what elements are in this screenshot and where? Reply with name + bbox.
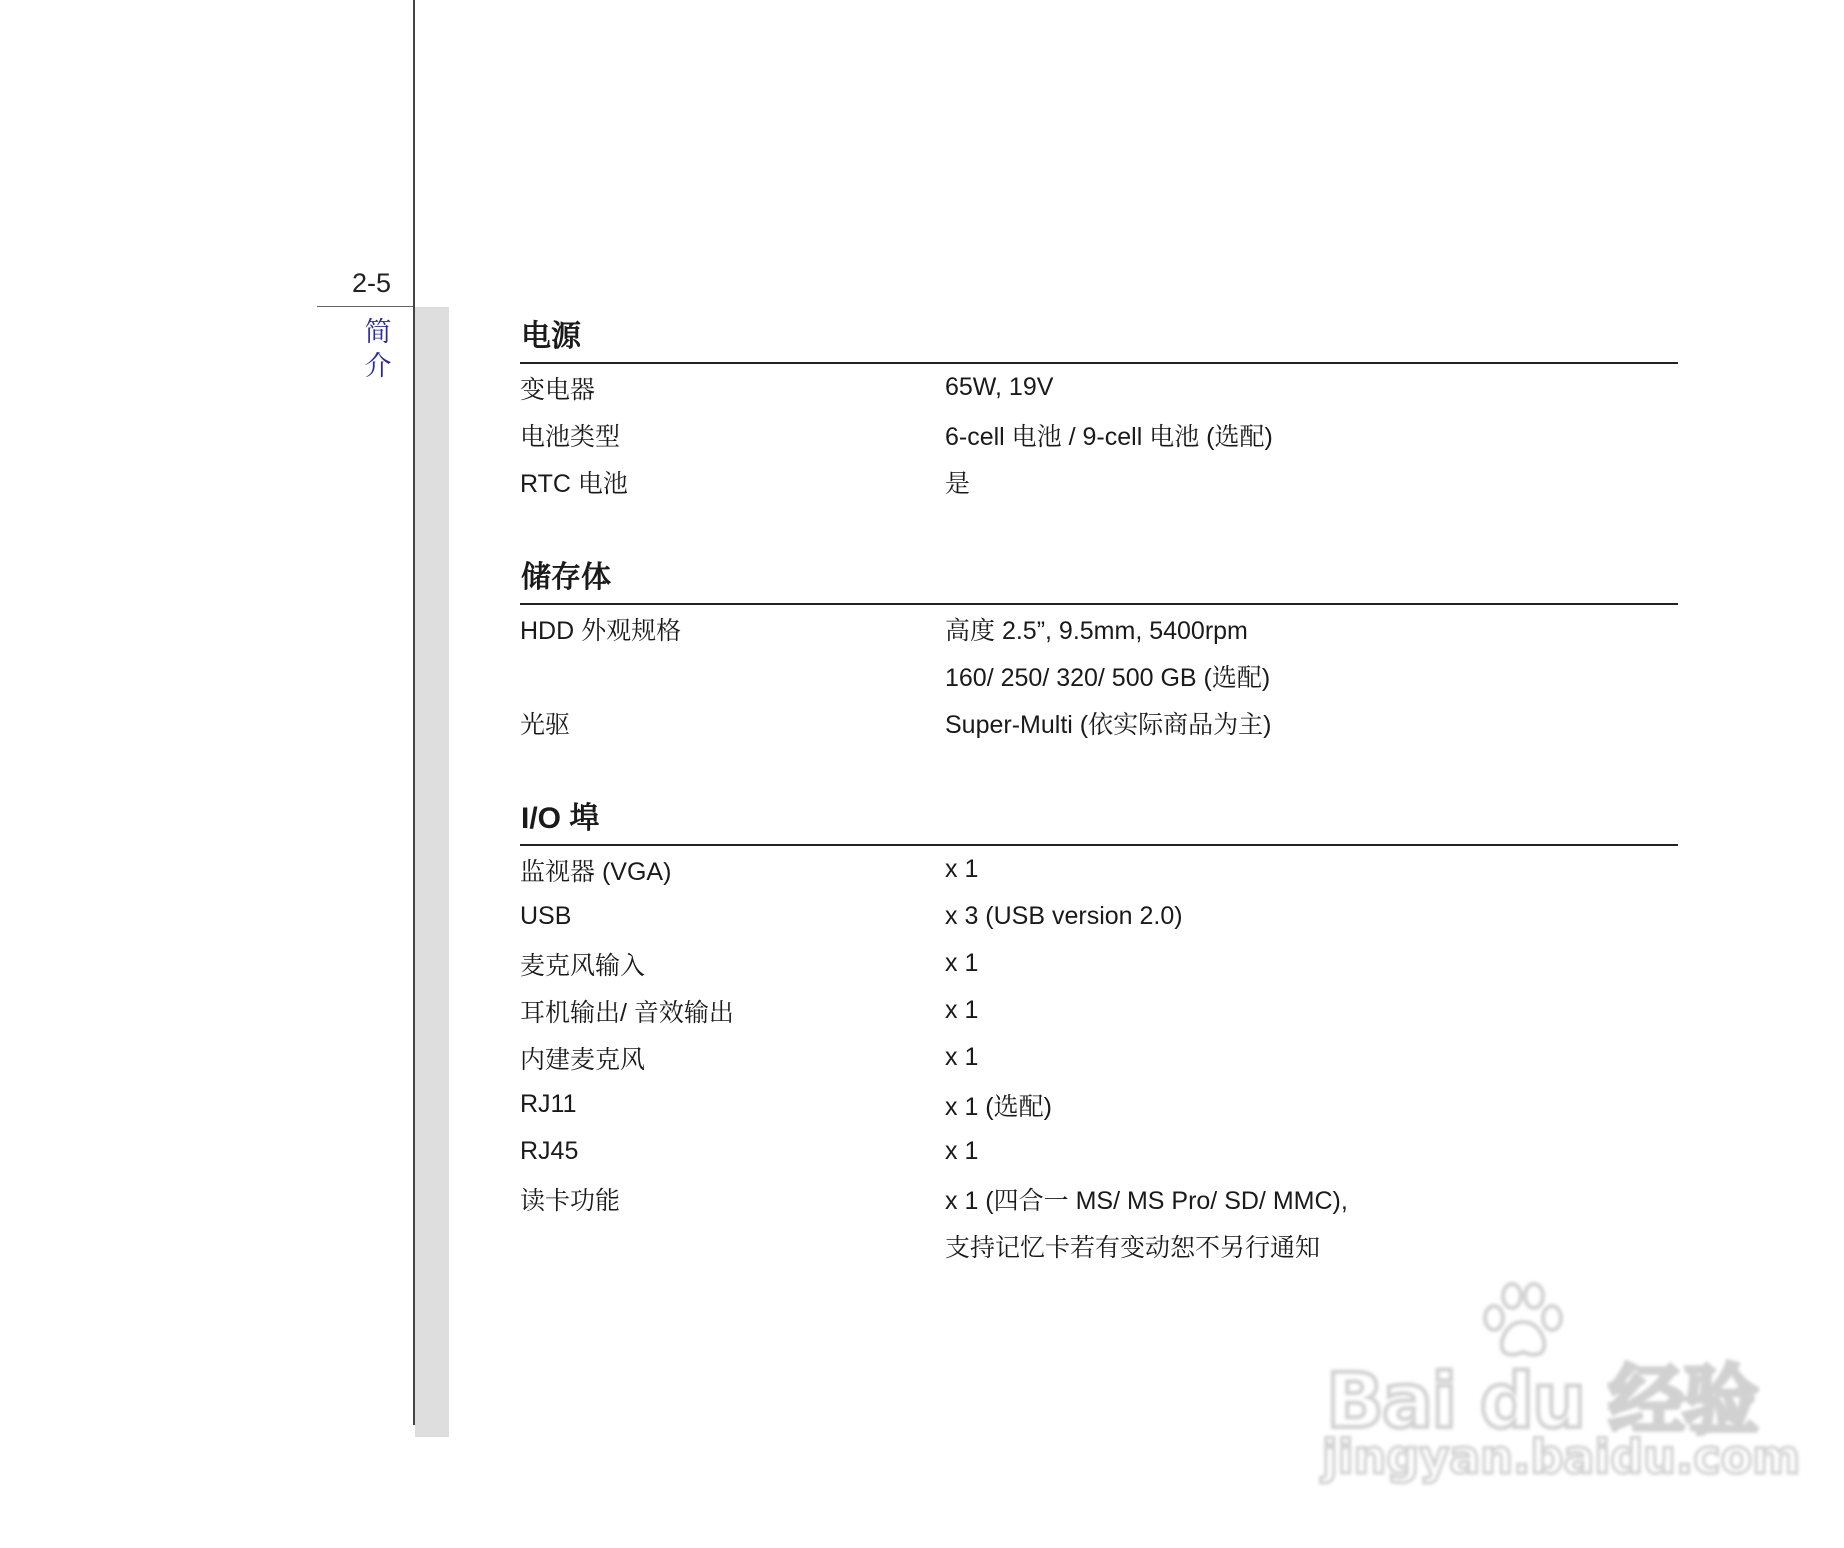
spec-row (520, 1081, 1678, 1128)
spec-row (520, 699, 1678, 746)
page-number: 2-5 (352, 268, 392, 298)
spec-value: x 1 (945, 855, 979, 883)
spec-row (520, 1128, 1678, 1175)
spec-value: 65W, 19V (945, 373, 1054, 401)
spec-value: x 1 (945, 996, 979, 1024)
spec-value: x 1 (945, 949, 979, 977)
spec-value: 是 (945, 469, 971, 498)
section-io-ports (520, 793, 1678, 1269)
spec-label: RJ11 (520, 1090, 577, 1118)
spec-row (520, 893, 1678, 940)
spec-content (520, 311, 1678, 1316)
spec-label: 电池类型 (520, 422, 621, 451)
spec-value: 6-cell 电池 / 9-cell 电池 (选配) (945, 422, 1273, 451)
spec-label: HDD 外观规格 (520, 616, 682, 645)
section-power (520, 311, 1678, 505)
section-title: I/O 埠 (520, 793, 1678, 846)
spec-label: 监视器 (VGA) (520, 857, 672, 886)
spec-row (520, 940, 1678, 987)
spec-label: RJ45 (520, 1137, 579, 1165)
spec-label: 耳机输出/ 音效输出 (520, 998, 734, 1027)
spec-row (520, 1034, 1678, 1081)
watermark-main-text: Bai du 经验 (1326, 1356, 1757, 1445)
spec-label: RTC 电池 (520, 469, 628, 498)
spec-value: Super-Multi (依实际商品为主) (945, 710, 1272, 739)
spec-value: x 3 (USB version 2.0) (945, 902, 1183, 930)
section-title: 储存体 (520, 552, 1678, 605)
spec-row (520, 458, 1678, 505)
spec-value: x 1 (四合一 MS/ MS Pro/ SD/ MMC), (945, 1186, 1348, 1215)
spec-label: 麦克风输入 (520, 951, 646, 980)
section-title: 电源 (520, 311, 1678, 364)
spec-row (520, 1175, 1678, 1222)
spec-label: 内建麦克风 (520, 1045, 646, 1074)
spec-row (520, 652, 1678, 699)
spec-value: x 1 (945, 1043, 979, 1071)
spec-value: 160/ 250/ 320/ 500 GB (选配) (945, 663, 1271, 692)
spec-value: 支持记忆卡若有变动恕不另行通知 (945, 1233, 1321, 1262)
spec-row (520, 1222, 1678, 1269)
spec-value: 高度 2.5”, 9.5mm, 5400rpm (945, 616, 1248, 645)
spec-label: 读卡功能 (520, 1186, 621, 1215)
margin-gray-band (415, 307, 449, 1437)
spec-label: 光驱 (520, 710, 571, 739)
section-storage (520, 552, 1678, 746)
chapter-label: 简介 (364, 317, 392, 382)
spec-value: x 1 (945, 1137, 979, 1165)
spec-label: 变电器 (520, 375, 596, 404)
spec-row (520, 411, 1678, 458)
watermark-url-text: jingyan.baidu.com (1322, 1430, 1801, 1484)
page-number-rule (317, 306, 413, 307)
spec-row (520, 846, 1678, 893)
spec-row (520, 987, 1678, 1034)
spec-label: USB (520, 902, 572, 930)
spec-value: x 1 (选配) (945, 1092, 1052, 1121)
spec-row (520, 605, 1678, 652)
baidu-jingyan-watermark (1320, 1280, 1801, 1490)
spec-row (520, 364, 1678, 411)
